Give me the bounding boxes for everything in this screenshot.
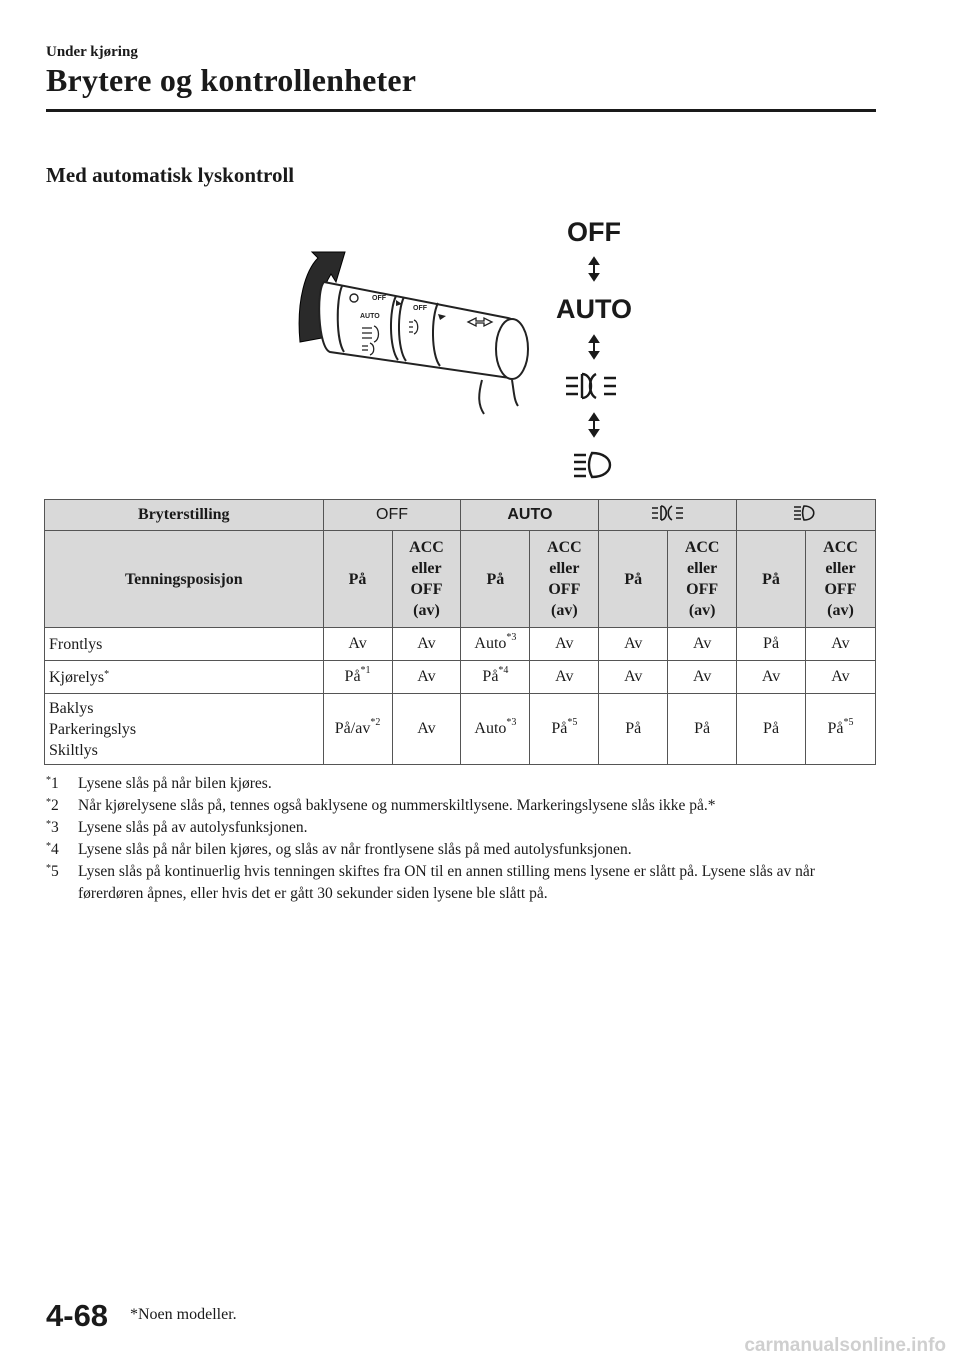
table-ignition-row <box>45 531 876 628</box>
page-number: 4-68 <box>46 1298 109 1333</box>
col-parking-light <box>599 500 737 531</box>
row-label: Kjørelys* <box>45 661 324 694</box>
table-row <box>45 694 876 765</box>
row-label: Frontlys <box>45 628 324 661</box>
table-row <box>45 661 876 694</box>
light-table <box>44 499 876 765</box>
table-cell: Av <box>599 661 668 694</box>
col-headlight <box>737 500 876 531</box>
table-cell: Av <box>668 661 737 694</box>
parking-light-icon <box>651 504 685 522</box>
table-cell: Av <box>805 628 875 661</box>
ignition-acc: ACC eller OFF (av) <box>530 531 599 628</box>
ignition-on: På <box>737 531 806 628</box>
table-row <box>45 628 876 661</box>
table-cell: $På^{*5}$ <box>805 694 875 765</box>
table-cell: Av <box>530 661 599 694</box>
watermark: carmanualsonline.info <box>744 1335 946 1356</box>
table-cell: $På^{*1}$ <box>323 661 392 694</box>
ignition-acc: ACC eller OFF (av) <box>392 531 461 628</box>
table-cell: Av <box>323 628 392 661</box>
ignition-acc: ACC eller OFF (av) <box>805 531 875 628</box>
table-cell: Av <box>392 661 461 694</box>
table-cell: Av <box>392 694 461 765</box>
parking-light-symbol-icon <box>566 374 616 398</box>
ignition-label: Tenningsposisjon <box>45 531 324 628</box>
headlight-symbol-icon <box>574 453 610 477</box>
table-cell: Av <box>392 628 461 661</box>
double-arrow-icon <box>590 258 598 280</box>
footnotes <box>46 773 876 905</box>
mode-auto-label: AUTO <box>555 294 633 324</box>
headlight-icon <box>793 504 819 522</box>
table-header-row <box>45 500 876 531</box>
ignition-on: På <box>599 531 668 628</box>
footnote: *5 Lysen slås på kontinuerlig hvis tenningen skiftes fra ON til en annen stilling mens lysene er slått på. Lysene slås av når førerdøren åpnes, eller hvis det er gått 30 sekunder siden lysene ble slått på. <box>46 863 815 902</box>
svg-text:OFF: OFF <box>413 305 427 312</box>
mode-off-label: OFF <box>567 217 621 247</box>
table-cell: Av <box>668 628 737 661</box>
ignition-acc: ACC eller OFF (av) <box>668 531 737 628</box>
model-note: *Noen modeller. <box>130 1306 237 1323</box>
double-arrow-icon <box>590 414 598 436</box>
double-arrow-icon <box>590 336 598 358</box>
col-off: OFF <box>323 500 461 531</box>
table-cell: Auto$^{*3}$ <box>461 694 530 765</box>
table-cell: På <box>737 694 806 765</box>
table-cell: På <box>668 694 737 765</box>
table-cell: $På^{*5}$ <box>530 694 599 765</box>
table-cell: Av <box>737 661 806 694</box>
row-label: Baklys Parkeringslys Skiltlys <box>45 694 324 765</box>
light-switch-figure <box>0 0 960 500</box>
footnote: *4 Lysene slås på når bilen kjøres, og slås av når frontlysene slås på med autolysfunksjonen. <box>46 841 632 858</box>
table-cell: På <box>737 628 806 661</box>
footnote: *3 Lysene slås på av autolysfunksjonen. <box>46 819 308 836</box>
table-cell: Av <box>599 628 668 661</box>
header-label: Bryterstilling <box>45 500 324 531</box>
sub-heading: Med automatisk lyskontroll <box>46 163 295 187</box>
ignition-on: På <box>323 531 392 628</box>
col-auto: AUTO <box>461 500 599 531</box>
ignition-on: På <box>461 531 530 628</box>
svg-text:OFF: OFF <box>372 295 386 302</box>
table-cell: $På^{*4}$ <box>461 661 530 694</box>
table-cell: På <box>599 694 668 765</box>
footnote: *2 Når kjørelysene slås på, tennes også baklysene og nummerskiltlysene. Markeringslysene slås ikke på.* <box>46 797 716 814</box>
footnote: *1 Lysene slås på når bilen kjøres. <box>46 775 272 792</box>
svg-text:AUTO: AUTO <box>360 313 380 320</box>
table-cell: Auto$^{*3}$ <box>461 628 530 661</box>
table-cell: $På/av^{*2}$ <box>323 694 392 765</box>
page-title: Brytere og kontrollenheter <box>46 62 417 98</box>
section-label: Under kjøring <box>46 44 138 60</box>
table-cell: Av <box>530 628 599 661</box>
table-cell: Av <box>805 661 875 694</box>
